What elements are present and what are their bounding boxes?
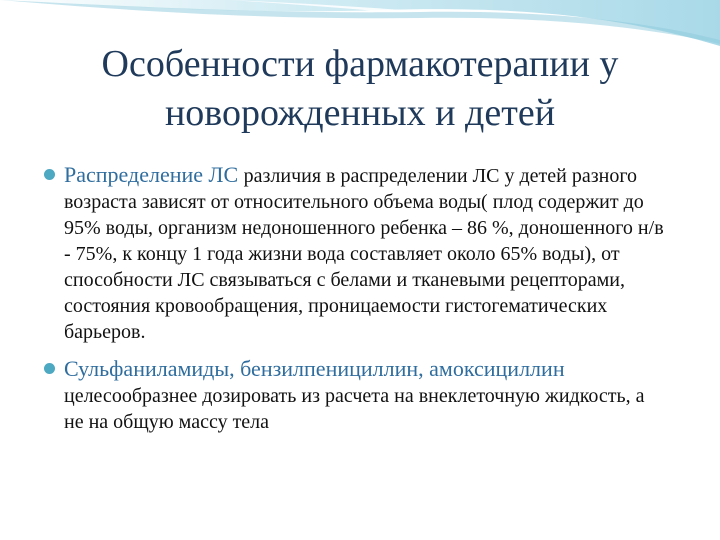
- bullet-lead: Сульфаниламиды, бензилпенициллин, амоксициллин: [64, 356, 565, 381]
- bullet-item: [44, 356, 664, 435]
- bullet-body: [64, 356, 664, 435]
- bullet-item: [44, 162, 664, 345]
- bullet-lead: Распределение ЛС: [64, 162, 244, 187]
- bullet-text: целесообразнее дозировать из расчета на внеклеточную жидкость, а не на общую массу тела: [64, 385, 645, 433]
- bullet-dot-icon: [44, 363, 55, 374]
- bullet-body: [64, 162, 664, 345]
- title-line-2: новорожденных и детей: [164, 92, 556, 134]
- slide-title: [40, 40, 680, 138]
- bullet-text: различия в распределении ЛС у детей разного возраста зависят от относительного объема воды( плод содержит до 95% воды, организм недоношенного ребенка – 86 %, доношенного н/в - 75%, к концу 1 года жизни вода составляет около 65% воды), от способности ЛС связываться с белами и тканевыми рецепторами, состояния кровообращения, проницаемости гистогематических барьеров.: [64, 165, 664, 343]
- bullet-dot-icon: [44, 169, 55, 180]
- title-line-1: Особенности фармакотерапии у: [101, 43, 619, 85]
